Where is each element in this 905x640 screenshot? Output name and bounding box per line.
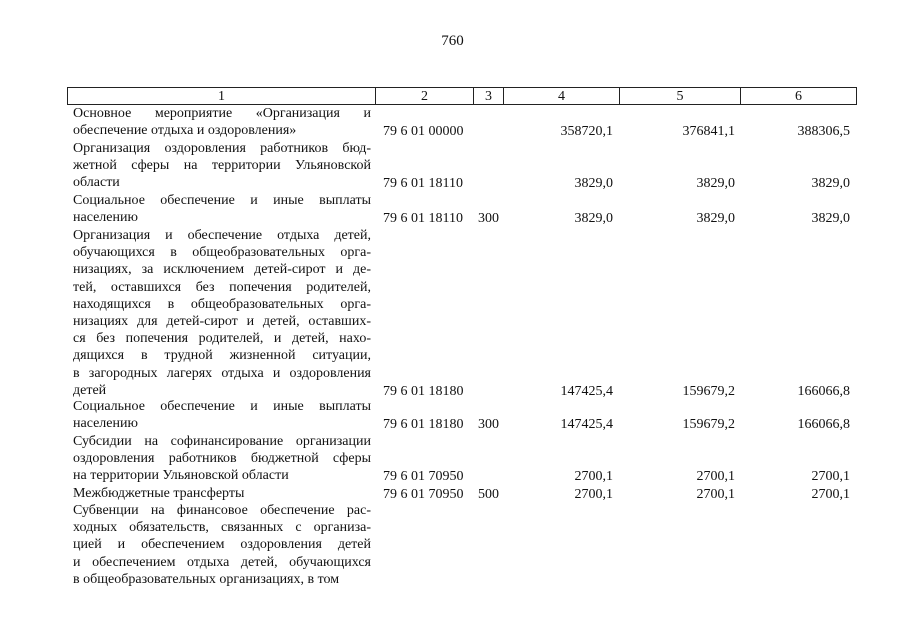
- header-cell-1: 1: [68, 88, 376, 104]
- description-line: Межбюджетные трансферты: [73, 486, 245, 501]
- description-line: Социальное обеспечение и иные выплаты: [73, 399, 371, 414]
- description-line: находящихся в общеобразовательных орга-: [73, 296, 371, 312]
- row-code: 79 6 01 18180: [383, 417, 464, 433]
- description-line: цией и обеспечением оздоровления детей: [73, 537, 371, 553]
- row-value-col5: 376841,1: [682, 124, 735, 140]
- header-cell-5: 5: [620, 88, 741, 104]
- row-description: [73, 398, 371, 432]
- row-value-col5: 2700,1: [696, 469, 735, 485]
- row-value-col4: 358720,1: [560, 124, 613, 140]
- row-code: 79 6 01 18110: [383, 211, 463, 227]
- header-cell-2: 2: [376, 88, 474, 104]
- row-code: 79 6 01 18180: [383, 383, 464, 399]
- description-line: оздоровления работников бюджетной сферы: [73, 451, 371, 467]
- description-line: в загородных лагерях отдыха и оздоровления: [73, 365, 371, 381]
- description-line: Субвенции на финансовое обеспечение рас-: [73, 503, 371, 518]
- row-description: [73, 502, 371, 588]
- description-line: области: [73, 175, 120, 191]
- row-value-col6: 2700,1: [811, 487, 850, 502]
- description-line: населению: [73, 416, 138, 432]
- row-expense-type: 300: [478, 211, 499, 227]
- row-value-col4: 3829,0: [574, 211, 613, 227]
- row-value-col4: 2700,1: [574, 469, 613, 485]
- header-cell-4: 4: [504, 88, 620, 104]
- row-code: 79 6 01 18110: [383, 176, 463, 192]
- description-line: дящихся в трудной жизненной ситуации,: [73, 348, 371, 364]
- description-line: ходных обязательств, связанных с организа-: [73, 520, 371, 536]
- row-expense-type: 500: [478, 487, 499, 502]
- row-description: [73, 192, 371, 226]
- description-line: Организация и обеспечение отдыха детей,: [73, 228, 371, 243]
- row-code: 79 6 01 00000: [383, 124, 464, 140]
- row-value-col4: 147425,4: [560, 383, 613, 399]
- row-description: [73, 485, 371, 502]
- row-value-col5: 159679,2: [682, 417, 735, 433]
- description-line: обучающихся в общеобразовательных орга-: [73, 245, 371, 261]
- row-value-col6: 2700,1: [811, 469, 850, 485]
- row-code: 79 6 01 70950: [383, 487, 464, 502]
- row-value-col4: 2700,1: [574, 487, 613, 502]
- description-line: жетной сферы на территории Ульяновской: [73, 158, 371, 174]
- description-line: и обеспечением отдыха детей, обучающихся: [73, 554, 371, 570]
- row-value-col5: 3829,0: [696, 176, 735, 192]
- page-number: 760: [441, 33, 464, 49]
- row-value-col5: 3829,0: [696, 211, 735, 227]
- description-line: Субсидии на софинансирование организации: [73, 434, 371, 449]
- description-line: населению: [73, 210, 138, 226]
- row-value-col6: 3829,0: [811, 176, 850, 192]
- row-value-col4: 147425,4: [560, 417, 613, 433]
- row-expense-type: 300: [478, 417, 499, 433]
- row-code: 79 6 01 70950: [383, 469, 464, 485]
- description-line: ся без попечения родителей, и детей, нахо-: [73, 331, 371, 347]
- description-line: на территории Ульяновской области: [73, 468, 289, 484]
- description-line: детей: [73, 382, 107, 398]
- row-value-col6: 388306,5: [797, 124, 850, 140]
- description-line: тей, оставшихся без попечения родителей,: [73, 279, 371, 295]
- row-value-col5: 159679,2: [682, 383, 735, 399]
- row-value-col6: 166066,8: [797, 417, 850, 433]
- row-description: [73, 105, 371, 139]
- description-line: в общеобразовательных организациях, в том: [73, 571, 340, 587]
- description-line: Социальное обеспечение и иные выплаты: [73, 193, 371, 208]
- row-value-col4: 3829,0: [574, 176, 613, 192]
- header-cell-3: 3: [474, 88, 504, 104]
- description-line: низациях, за исключением детей-сирот и де-: [73, 262, 371, 278]
- row-value-col6: 166066,8: [797, 383, 850, 399]
- header-cell-6: 6: [795, 89, 802, 104]
- row-value-col6: 3829,0: [811, 211, 850, 227]
- row-value-col5: 2700,1: [696, 487, 735, 502]
- description-line: обеспечение отдыха и оздоровления»: [73, 123, 297, 139]
- row-description: [73, 433, 371, 485]
- row-description: [73, 227, 371, 399]
- description-line: низациях для детей-сирот и детей, оставших-: [73, 314, 371, 330]
- description-line: Основное мероприятие «Организация и: [73, 106, 371, 121]
- description-line: Организация оздоровления работников бюд-: [73, 141, 371, 156]
- row-description: [73, 140, 371, 192]
